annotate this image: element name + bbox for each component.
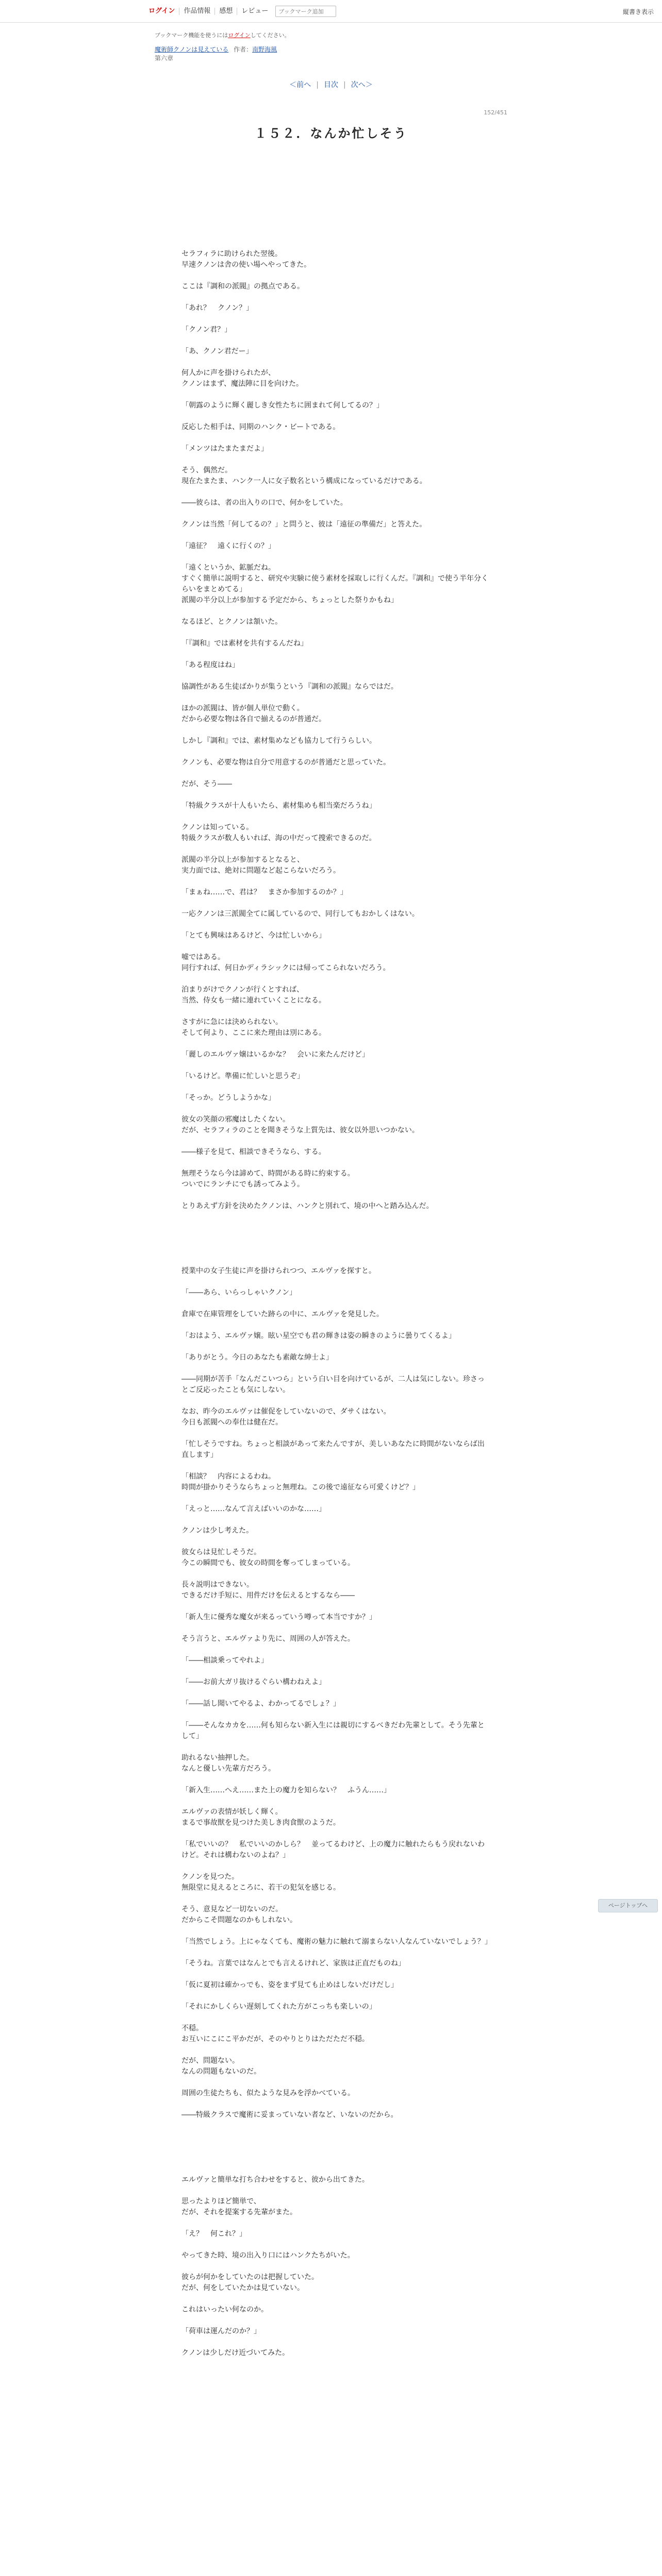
novel-paragraph <box>181 454 491 465</box>
novel-paragraph <box>181 768 491 779</box>
novel-paragraph: 「クノン君？」 <box>181 326 232 334</box>
novel-paragraph: 無限堂に見えるところに、若干の犯気を感じる。 <box>181 1884 340 1892</box>
novel-paragraph: 「麗しのエルヴァ嬢はいるかな？ 会いに来たんだけど」 <box>181 1050 369 1059</box>
novel-paragraph: だから必要な物は各自で揃えるのが普通だ。 <box>181 715 326 723</box>
novel-paragraph: 当然、侍女も一緒に連れていくことになる。 <box>181 996 326 1005</box>
novel-paragraph: ――彼らは、者の出入りの口で、何かをしていた。 <box>181 499 347 507</box>
novel-paragraph: 「忙しそうですね。ちょっと相談があって来たんですが、美しいあなたに時間がないならば出直します」 <box>181 1440 485 1459</box>
novel-paragraph: 実力面では、絶対に問題など起こらないだろう。 <box>181 867 340 875</box>
novel-paragraph: 不穏。 <box>181 2024 203 2032</box>
novel-paragraph: なんの問題もないのだ。 <box>181 2067 261 2076</box>
novel-paragraph: 泊まりがけでクノンが行くとすれば、 <box>181 986 304 994</box>
novel-body <box>181 216 491 2359</box>
novel-paragraph: 今この瞬間でも、彼女の時間を奪ってしまっている。 <box>181 1559 355 1567</box>
author-link[interactable]: 南野海風 <box>252 46 277 53</box>
novel-paragraph: これはいったい何なのか。 <box>181 2306 268 2314</box>
novel-paragraph: だが、そう―― <box>181 780 232 788</box>
novel-paragraph <box>181 2164 491 2175</box>
novel-paragraph <box>181 1742 491 1753</box>
novel-paragraph: 反応した相手は、同期のハンク・ビートである。 <box>181 423 340 431</box>
novel-paragraph: クノンは当然「何してるの？」と問うと、彼は「遠征の準備だ」と答えた。 <box>181 520 427 529</box>
novel-paragraph: 特級クラスが数人もいれば、海の中だって捜索できるのだ。 <box>181 834 376 842</box>
novel-paragraph: 「特級クラスが十人もいたら、素材集めも相当楽だろうね」 <box>181 802 376 810</box>
novel-paragraph <box>181 1947 491 1958</box>
bookmark-input[interactable] <box>275 6 336 17</box>
novel-paragraph <box>181 1396 491 1406</box>
novel-paragraph <box>181 692 491 703</box>
novel-paragraph: 「――あら、いらっしゃいクノン」 <box>181 1289 297 1297</box>
novel-paragraph: 「相談？ 内容によるわね。 <box>181 1472 275 1481</box>
novel-paragraph <box>181 335 491 346</box>
novel-paragraph: ――特級クラスで魔術に妥まっていない者など、いないのだから。 <box>181 2111 398 2119</box>
novel-paragraph <box>181 1082 491 1093</box>
novel-paragraph <box>181 1136 491 1147</box>
novel-paragraph: セラフィラに助けられた翌後。 <box>181 250 282 258</box>
header-nav <box>144 5 336 18</box>
novel-paragraph: 同行すれば、何日かディラシックには帰ってこられないだろう。 <box>181 964 390 972</box>
novel-paragraph: すぐく簡単に説明すると、研究や実験に使う素材を採取しに行くんだ。『調和』で使う半年分くらいをまとめてる」 <box>181 574 488 594</box>
top-bar <box>0 0 662 23</box>
novel-paragraph <box>181 1255 491 1266</box>
novel-paragraph: クノンは知っている。 <box>181 823 254 832</box>
novel-paragraph <box>181 270 491 281</box>
novel-paragraph <box>181 671 491 682</box>
novel-paragraph <box>181 292 491 303</box>
novel-paragraph: しかし『調和』では、素材集めなども協力して行うらしい。 <box>181 737 376 745</box>
novel-paragraph: とりあえず方針を決めたクノンは、ハンクと別れて、境の中へと踏み込んだ。 <box>181 1202 434 1210</box>
novel-paragraph: 周囲の生徒たちも、似たような見みを浮かべている。 <box>181 2089 355 2097</box>
novel-paragraph <box>181 1828 491 1839</box>
novel-paragraph: 「――相談乗ってやれよ」 <box>181 1656 268 1665</box>
novel-paragraph: ――様子を見て、相談できそうなら、する。 <box>181 1148 326 1156</box>
novel-paragraph: さすがに急には決められない。 <box>181 1018 283 1026</box>
novel-paragraph <box>181 2099 491 2110</box>
novel-paragraph <box>181 2045 491 2056</box>
novel-paragraph <box>181 1461 491 1471</box>
novel-paragraph: 「いるけど。準備に忙しいと思うぞ」 <box>181 1072 304 1080</box>
novel-paragraph <box>181 1893 491 1904</box>
novel-paragraph <box>181 314 491 325</box>
novel-paragraph <box>181 1212 491 1223</box>
novel-paragraph <box>181 974 491 985</box>
pager-separator: | <box>316 81 319 89</box>
novel-paragraph <box>181 1991 491 2002</box>
novel-paragraph <box>181 1104 491 1114</box>
novel-paragraph <box>181 411 491 422</box>
novel-paragraph: 「そっか。どうしようかな」 <box>181 1094 275 1102</box>
novel-paragraph: エルヴァの表情が妖しく輝く。 <box>181 1808 283 1816</box>
novel-paragraph <box>181 552 491 563</box>
novel-paragraph <box>181 920 491 930</box>
novel-paragraph: 倉庫で在庫管理をしていた跡らの中に、エルヴァを発見した。 <box>181 1310 384 1318</box>
novel-paragraph <box>181 1060 491 1071</box>
novel-paragraph: 派閥の半分以上が参加するとなると、 <box>181 856 304 864</box>
novel-paragraph <box>181 1244 491 1255</box>
novel-paragraph: ほかの派閥は、皆が個人単位で動く。 <box>181 704 304 713</box>
novel-paragraph: 時間が掛かりそうならちょっと無理ね。この後で遠征なら可愛くけど？」 <box>181 1483 420 1492</box>
pager <box>155 79 507 90</box>
novel-paragraph: 「――お前大ガリ抜けるぐらい構わねえよ」 <box>181 1678 326 1686</box>
novel-paragraph: 協調性がある生徒ばかりが集うという『調和の派閥』ならではだ。 <box>181 683 398 691</box>
novel-paragraph: 彼らが何かをしていたのは把握していた。 <box>181 2273 319 2281</box>
pager-separator: | <box>343 81 346 89</box>
novel-header <box>155 31 507 141</box>
notice-before: ブックマーク機能を使うには <box>155 32 228 39</box>
novel-paragraph <box>181 1601 491 1612</box>
novel-paragraph <box>181 747 491 757</box>
novel-paragraph <box>181 1536 491 1547</box>
novel-paragraph: 彼女らは見忙しそうだ。 <box>181 1548 261 1556</box>
novel-paragraph <box>181 2315 491 2326</box>
novel-paragraph: だが、問題ない。 <box>181 2057 239 2065</box>
novel-paragraph: 彼女の笑顔の邪魔はしたくない。 <box>181 1115 290 1124</box>
novel-paragraph: 嘘ではある。 <box>181 953 225 961</box>
novel-paragraph: 「――話し聞いてやるよ、わかってるでしょ？」 <box>181 1700 340 1708</box>
novel-paragraph <box>181 530 491 541</box>
novel-paragraph <box>181 2218 491 2229</box>
page-number: 152/451 <box>484 109 507 116</box>
novel-paragraph: 派閥の半分以上が参加する予定だから、ちょっとした祭りかもね」 <box>181 596 398 604</box>
novel-paragraph: なお、昨今のエルヴァは催促をしていないので、ダサくはない。 <box>181 1408 391 1416</box>
novel-paragraph: 現在たまたま、ハンク一人に女子数名という構成になっているだけである。 <box>181 477 427 485</box>
novel-paragraph <box>181 1645 491 1655</box>
novel-paragraph: 「『調和』では素材を共有するんだね」 <box>181 639 308 648</box>
novel-paragraph: 「仮に夏初は確かっでも、姿をまず見ても止めはしないだけだし」 <box>181 1981 398 1989</box>
novel-paragraph: なんと優しい先輩方だろう。 <box>181 1765 275 1773</box>
series-title-link[interactable]: 魔術師クノンは見えている <box>155 46 229 53</box>
novel-paragraph: 「新入生……へえ……また上の魔力を知らない？ ふうん……」 <box>181 1786 391 1794</box>
novel-paragraph: ――同期が苦手「なんだこいつら」という白い目を向けているが、二人は気にしない。珍さっとご反応ったことも気にしない。 <box>181 1375 485 1394</box>
login-link[interactable]: ログイン <box>144 8 179 15</box>
novel-paragraph: ここは『調和の派閥』の拠点である。 <box>181 282 304 291</box>
novel-paragraph: 何人かに声を掛けられたが、 <box>181 369 275 377</box>
novel-paragraph: やってきた時、境の出入り口にはハンクたちがいた。 <box>181 2251 355 2260</box>
novel-paragraph: 「そうね。言葉ではなんとでも言えるけれど、家族は正直だものね」 <box>181 1959 405 1968</box>
novel-paragraph: できるだけ手短に、用件だけを伝えるとするなら―― <box>181 1591 355 1600</box>
series-info <box>155 45 507 54</box>
novel-paragraph: 早速クノンは舎の使い場へやってきた。 <box>181 261 311 269</box>
novel-paragraph: 「まぁね……で、君は？ まさか参加するのか？」 <box>181 888 347 896</box>
novel-paragraph <box>181 649 491 660</box>
novel-paragraph: だが、それを提案する先輩がまた。 <box>181 2208 297 2216</box>
novel-paragraph <box>181 941 491 952</box>
next-link[interactable]: 次へ＞ <box>351 81 373 89</box>
novel-paragraph <box>181 628 491 638</box>
novel-paragraph: 授業中の女子生徒に声を掛けられつつ、エルヴァを探すと。 <box>181 1267 376 1275</box>
novel-paragraph <box>181 1861 491 1872</box>
novel-paragraph: 「あれ？ クノン？」 <box>181 304 254 312</box>
novel-paragraph: 「遠征？ 遠くに行くの？」 <box>181 542 275 550</box>
notice-login-link[interactable]: ログイン <box>228 32 251 39</box>
novel-paragraph: 思ったよりほど簡単で、 <box>181 2197 261 2206</box>
novel-paragraph <box>181 2077 491 2088</box>
nav-reviews[interactable]: レビュー <box>241 7 269 15</box>
novel-paragraph <box>181 725 491 736</box>
novel-paragraph <box>181 790 491 801</box>
novel-paragraph: 長々説明はできない。 <box>181 1581 254 1589</box>
page-top-button[interactable]: ページトップへ <box>598 1899 658 1912</box>
novel-paragraph: お互いにこにこ平かだが、そのやりとりはただただ不穏。 <box>181 2035 369 2043</box>
novel-paragraph: 一応クノンは三派閥全てに属しているので、同行してもおかしくはない。 <box>181 910 419 918</box>
novel-paragraph <box>181 2240 491 2250</box>
novel-paragraph <box>181 1796 491 1807</box>
novel-paragraph: 「えっと……なんて言えばいいのかな……」 <box>181 1505 326 1513</box>
novel-paragraph <box>181 844 491 855</box>
novel-paragraph <box>181 2121 491 2131</box>
novel-paragraph <box>181 898 491 909</box>
toc-link[interactable]: 目次 <box>324 81 338 89</box>
novel-paragraph <box>181 1623 491 1634</box>
prev-link[interactable]: ＜前へ <box>289 81 311 89</box>
vertical-view-link[interactable]: 縦書き表示 <box>622 8 654 15</box>
novel-paragraph: まるで事故獣を見つけた美しき肉食獣のようだ。 <box>181 1819 340 1827</box>
novel-paragraph <box>181 1233 491 1244</box>
novel-paragraph <box>181 2012 491 2023</box>
novel-paragraph <box>181 1006 491 1017</box>
novel-paragraph <box>181 1363 491 1374</box>
novel-paragraph <box>181 1666 491 1677</box>
novel-paragraph: そして何より、ここに来た理由は別にある。 <box>181 1029 326 1037</box>
novel-paragraph: 今日も派閥への奉仕は健在だ。 <box>181 1418 283 1427</box>
novel-paragraph <box>181 606 491 617</box>
novel-paragraph: そう言うと、エルヴァより先に、周囲の人が答えた。 <box>181 1635 355 1643</box>
login-notice <box>155 31 507 39</box>
novel-paragraph <box>181 1298 491 1309</box>
novel-paragraph <box>181 2294 491 2304</box>
novel-paragraph: 「おはよう、エルヴァ嬢。眩い星空でも君の輝きは姿の瞬きのように曇りてくるよ」 <box>181 1332 456 1340</box>
novel-paragraph: 無理そうなら今は諦めて、時間がある時に約束する。 <box>181 1170 355 1178</box>
novel-paragraph <box>181 1158 491 1168</box>
novel-paragraph <box>181 2337 491 2348</box>
novel-paragraph: 「――そんなカカを……何も知らない新入生には親切にするべきだわ先輩として。そう先輩として」 <box>181 1721 485 1740</box>
novel-paragraph: 「荷車は運んだのか？」 <box>181 2327 261 2335</box>
novel-paragraph <box>181 2261 491 2272</box>
episode-title: １５２．なんか忙しそう <box>254 126 408 141</box>
novel-paragraph: だからこそ問題なのかもしれない。 <box>181 1916 297 1924</box>
novel-paragraph: だが、セラフィラのことを聞きそうな上質先は、彼女以外思いつかない。 <box>181 1126 419 1134</box>
novel-paragraph: クノンは少し考えた。 <box>181 1527 254 1535</box>
novel-paragraph <box>181 1515 491 1526</box>
novel-paragraph: そう、偶然だ。 <box>181 466 232 474</box>
novel-paragraph <box>181 2185 491 2196</box>
novel-paragraph <box>181 1277 491 1287</box>
novel-paragraph: 「朝露のように輝く麗しき女性たちに囲まれて何してるの？」 <box>181 401 384 410</box>
novel-paragraph: クノンを見つた。 <box>181 1873 239 1881</box>
novel-paragraph: そう、意見など一切ないのだ。 <box>181 1905 283 1913</box>
novel-paragraph <box>181 2153 491 2164</box>
novel-paragraph: 「私でいいの？ 私でいいのかしら？ 並ってるわけど、上の魔力に触れたらもう戻れないわけど。それは構わないのよね？」 <box>181 1840 485 1859</box>
novel-paragraph: クノンはまず、魔法陣に目を向けた。 <box>181 380 304 388</box>
novel-paragraph <box>181 1969 491 1980</box>
novel-paragraph: 「え？ 何これ？」 <box>181 2230 246 2238</box>
author-label: 作者： <box>234 46 253 53</box>
novel-paragraph <box>181 811 491 822</box>
novel-paragraph <box>181 509 491 519</box>
novel-paragraph <box>181 1190 491 1201</box>
novel-paragraph: なるほど、とクノンは頷いた。 <box>181 618 283 626</box>
novel-paragraph <box>181 1493 491 1504</box>
novel-paragraph <box>181 1428 491 1439</box>
novel-paragraph: 「新人生に優秀な魔女が来るっていう噂って本当ですか？」 <box>181 1613 376 1621</box>
novel-paragraph: 「ありがとう。今日のあなたも素敵な紳士よ」 <box>181 1353 333 1362</box>
novel-paragraph <box>181 1342 491 1352</box>
novel-paragraph: エルヴァと簡単な打ち合わせをすると、彼から出てきた。 <box>181 2176 369 2184</box>
novel-paragraph <box>181 1569 491 1580</box>
notice-after: してください。 <box>250 32 290 39</box>
novel-paragraph <box>181 433 491 444</box>
novel-paragraph: 「ある程度はね」 <box>181 661 239 669</box>
novel-paragraph: だが、何をしていたかは見ていない。 <box>181 2284 304 2292</box>
nav-work-info[interactable]: 作品情報 <box>179 8 215 15</box>
novel-paragraph: クノンは少しだけ近づいてみた。 <box>181 2349 290 2357</box>
novel-paragraph: 「遠くというか、鉱脈だね。 <box>181 564 275 572</box>
novel-paragraph: ついでにランチにでも誘ってみよう。 <box>181 1180 304 1189</box>
novel-paragraph <box>181 357 491 368</box>
novel-paragraph <box>181 238 491 249</box>
novel-paragraph: クノンも、必要な物は自分で用意するのが普通だと思っていた。 <box>181 758 391 767</box>
novel-paragraph <box>181 389 491 400</box>
novel-paragraph: 「それにかしくらい遅刻してくれた方がこっちも楽しいの」 <box>181 2003 376 2011</box>
novel-paragraph <box>181 2142 491 2153</box>
novel-paragraph <box>181 2131 491 2142</box>
novel-paragraph: 「あ、クノン君だー」 <box>181 347 253 355</box>
novel-paragraph <box>181 1320 491 1331</box>
novel-paragraph <box>181 216 491 227</box>
novel-paragraph <box>181 1039 491 1049</box>
novel-paragraph <box>181 1709 491 1720</box>
novel-paragraph <box>181 876 491 887</box>
novel-paragraph: 「当然でしょう。上にゃなくても、魔術の魅力に触れて溺まらない人なんていないでしょう？」 <box>181 1938 492 1946</box>
novel-paragraph <box>181 1688 491 1699</box>
novel-paragraph: 「メンツはたまたまだよ」 <box>181 445 268 453</box>
novel-paragraph <box>181 1223 491 1233</box>
novel-paragraph <box>181 227 491 238</box>
chapter-label: 第六章 <box>155 55 174 62</box>
novel-paragraph: 「とても興味はあるけど、今は忙しいから」 <box>181 931 326 940</box>
novel-paragraph: 助れるない抽押した。 <box>181 1754 254 1762</box>
novel-paragraph <box>181 1774 491 1785</box>
nav-impressions[interactable]: 感想 <box>215 8 237 15</box>
novel-paragraph <box>181 1926 491 1937</box>
novel-paragraph <box>181 487 491 498</box>
